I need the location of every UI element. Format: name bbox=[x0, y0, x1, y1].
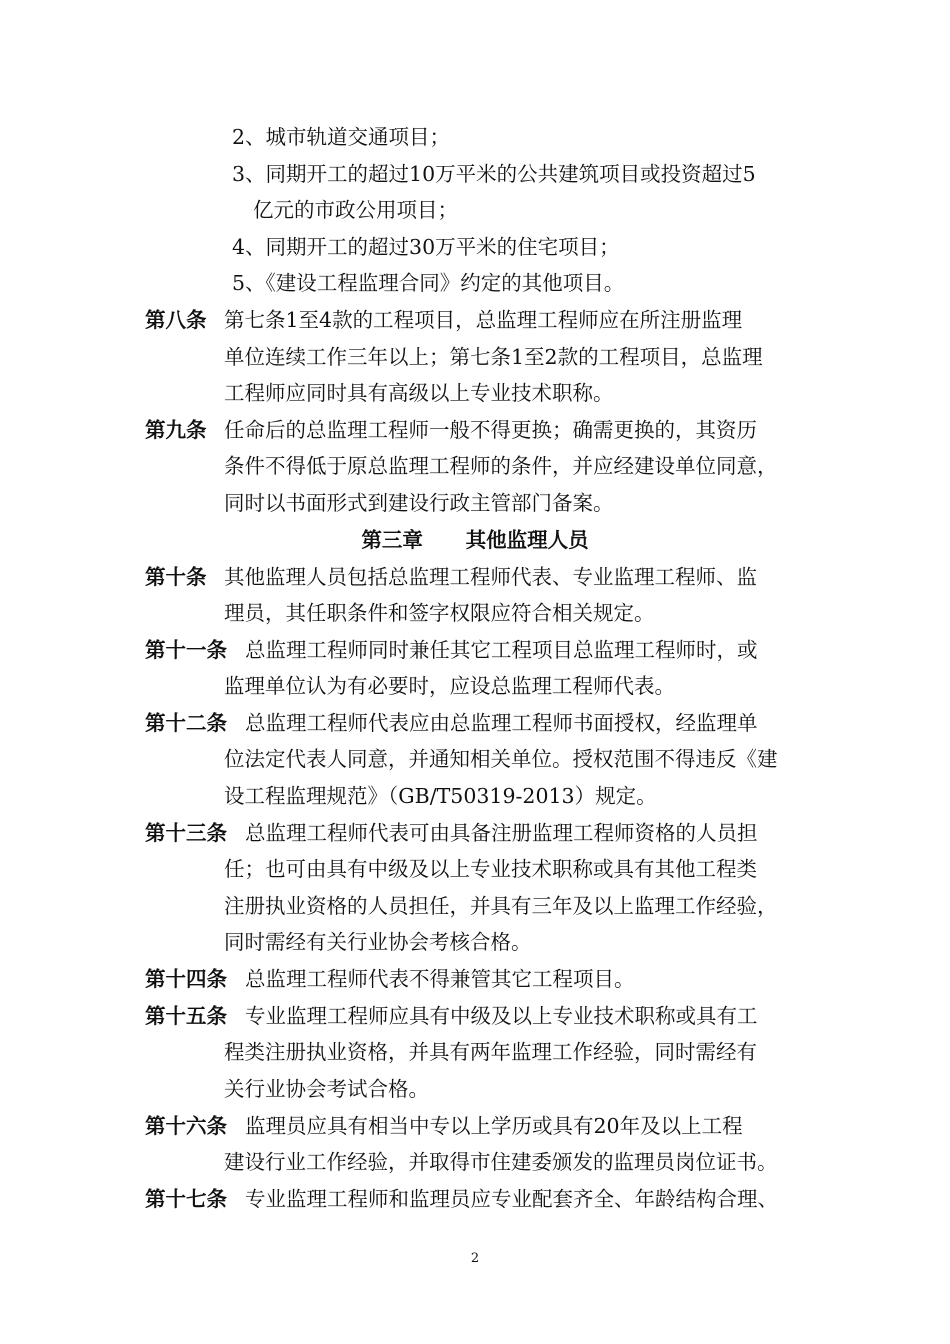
item-2: 2、城市轨道交通项目； bbox=[232, 125, 451, 149]
page-number: 2 bbox=[470, 1251, 480, 1266]
article-text: 同时以书面形式到建设行政主管部门备案。 bbox=[224, 491, 614, 515]
article-label: 第十三条 bbox=[145, 821, 227, 845]
item-4: 4、同期开工的超过30万平米的住宅项目； bbox=[232, 235, 620, 259]
article-text: 同时需经有关行业协会考核合格。 bbox=[224, 930, 532, 954]
article-text: 设工程监理规范》（GB/T50319-2013）规定。 bbox=[224, 784, 657, 808]
article-label: 第十六条 bbox=[145, 1114, 227, 1138]
article-label: 第十七条 bbox=[145, 1187, 227, 1211]
chapter-number: 第三章 bbox=[361, 528, 423, 552]
article-text: 总监理工程师代表应由总监理工程师书面授权，经监理单 bbox=[245, 711, 758, 735]
item-3-cont: 亿元的市政公用项目； bbox=[253, 198, 458, 222]
article-text: 第七条1至4款的工程项目，总监理工程师应在所注册监理 bbox=[224, 308, 743, 332]
article-text: 专业监理工程师和监理员应专业配套齐全、年龄结构合理、 bbox=[245, 1187, 778, 1211]
article-text: 总监理工程师代表不得兼管其它工程项目。 bbox=[245, 967, 635, 991]
article-text: 条件不得低于原总监理工程师的条件，并应经建设单位同意， bbox=[224, 454, 778, 478]
article-text: 任命后的总监理工程师一般不得更换；确需更换的，其资历 bbox=[224, 418, 757, 442]
chapter-heading bbox=[0, 526, 950, 554]
article-label: 第八条 bbox=[145, 308, 207, 332]
article-text: 单位连续工作三年以上；第七条1至2款的工程项目，总监理 bbox=[224, 345, 763, 369]
article-label: 第十五条 bbox=[145, 1004, 227, 1028]
chapter-title: 其他监理人员 bbox=[465, 528, 589, 552]
item-5: 5、《建设工程监理合同》约定的其他项目。 bbox=[232, 271, 625, 295]
item-3: 3、同期开工的超过10万平米的公共建筑项目或投资超过5 bbox=[232, 162, 756, 186]
article-label: 第十四条 bbox=[145, 967, 227, 991]
article-text: 总监理工程师同时兼任其它工程项目总监理工程师时，或 bbox=[245, 638, 758, 662]
article-text: 其他监理人员包括总监理工程师代表、专业监理工程师、监 bbox=[224, 565, 757, 589]
article-text: 工程师应同时具有高级以上专业技术职称。 bbox=[224, 381, 614, 405]
article-text: 总监理工程师代表可由具备注册监理工程师资格的人员担 bbox=[245, 821, 758, 845]
article-label: 第九条 bbox=[145, 418, 207, 442]
article-text: 任；也可由具有中级及以上专业技术职称或具有其他工程类 bbox=[224, 857, 757, 881]
article-label: 第十二条 bbox=[145, 711, 227, 735]
article-text: 监理员应具有相当中专以上学历或具有20年及以上工程 bbox=[245, 1114, 743, 1138]
article-text: 专业监理工程师应具有中级及以上专业技术职称或具有工 bbox=[245, 1004, 758, 1028]
article-text: 建设行业工作经验，并取得市住建委颁发的监理员岗位证书。 bbox=[224, 1150, 778, 1174]
article-text: 理员，其任职条件和签字权限应符合相关规定。 bbox=[224, 601, 655, 625]
article-text: 关行业协会考试合格。 bbox=[224, 1077, 429, 1101]
article-text: 程类注册执业资格，并具有两年监理工作经验，同时需经有 bbox=[224, 1040, 757, 1064]
article-text: 监理单位认为有必要时，应设总监理工程师代表。 bbox=[224, 674, 675, 698]
article-text: 位法定代表人同意，并通知相关单位。授权范围不得违反《建 bbox=[224, 747, 778, 771]
article-text: 注册执业资格的人员担任，并具有三年及以上监理工作经验， bbox=[224, 894, 778, 918]
article-label: 第十一条 bbox=[145, 638, 227, 662]
article-label: 第十条 bbox=[145, 565, 207, 589]
